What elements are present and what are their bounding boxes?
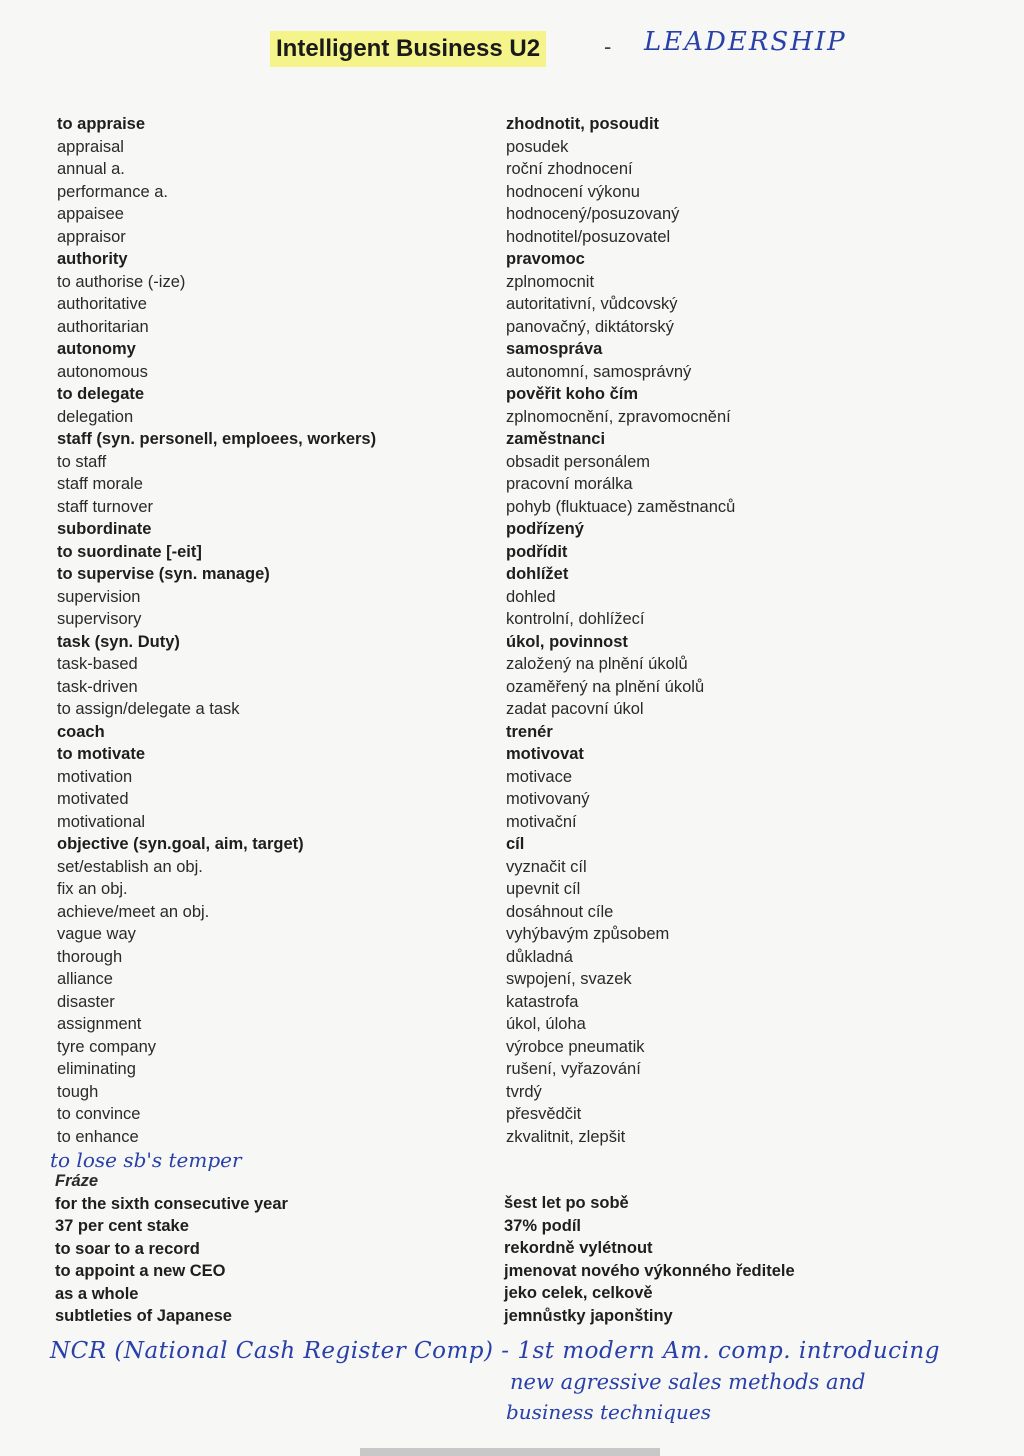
vocab-entry: motivovaný	[506, 790, 590, 808]
vocab-entry: staff (syn. personell, emploees, workers)	[57, 430, 377, 448]
vocab-entry: subtleties of Japanese	[55, 1307, 232, 1325]
vocab-entry: kontrolní, dohlížecí	[506, 610, 645, 628]
vocab-entry: appaisee	[57, 205, 124, 223]
vocab-entry: vague way	[57, 925, 136, 943]
vocab-entry: to staff	[57, 452, 107, 471]
vocab-entry: ozaměřený na plnění úkolů	[506, 677, 705, 696]
vocab-entry: staff morale	[57, 475, 143, 493]
vocab-entry: thorough	[57, 947, 123, 966]
vocab-entry: appraisor	[57, 227, 126, 246]
vocab-entry: cíl	[506, 835, 525, 853]
phrases-english	[55, 1170, 485, 1328]
handwritten-ncr-line-3: business techniques	[506, 1400, 711, 1424]
vocab-entry: authoritarian	[57, 317, 149, 336]
vocab-entry: zhodnotit, posoudit	[506, 115, 660, 133]
vocab-entry: pověřit koho čím	[506, 385, 639, 403]
vocab-entry: samospráva	[506, 340, 603, 358]
vocab-entry: swpojení, svazek	[506, 970, 632, 988]
vocab-entry: hodnotitel/posuzovatel	[506, 227, 671, 246]
vocab-entry: zplnomocnit	[506, 272, 595, 291]
vocab-entry: authority	[57, 250, 128, 268]
vocab-entry: for the sixth consecutive year	[55, 1194, 288, 1213]
vocab-entry: staff turnover	[57, 497, 153, 516]
title-dash: -	[604, 34, 612, 59]
vocab-entry: motivační	[506, 812, 577, 831]
title-wrap	[270, 31, 546, 67]
vocab-entry: eliminating	[57, 1060, 136, 1078]
vocab-entry: hodnocený/posuzovaný	[506, 205, 680, 223]
vocab-entry: dohlížet	[506, 565, 569, 583]
page-title: Intelligent Business U2	[270, 31, 546, 67]
vocab-entry: autonomy	[57, 340, 136, 358]
vocab-entry: motivational	[57, 812, 146, 831]
vocab-entry: to assign/delegate a task	[57, 700, 240, 718]
vocab-entry: subordinate	[57, 520, 152, 538]
vocab-entry: 37 per cent stake	[55, 1217, 189, 1235]
phrases-heading: Fráze	[55, 1172, 99, 1190]
vocab-entry: appraisal	[57, 137, 124, 156]
phrases-english-list	[55, 1193, 485, 1328]
vocab-entry: achieve/meet an obj.	[57, 902, 210, 921]
handwritten-topic: LEADERSHIP	[644, 27, 847, 57]
vocab-entry: podřídit	[506, 542, 568, 561]
vocab-entry: annual a.	[57, 160, 125, 178]
handwritten-ncr-line-1: NCR (National Cash Register Comp) - 1st modern Am. comp. introducing	[50, 1338, 940, 1364]
vocab-entry: zadat pacovní úkol	[506, 700, 644, 718]
handwritten-note-temper: to lose sb's temper	[50, 1148, 242, 1172]
vocab-entry: objective (syn.goal, aim, target)	[57, 835, 304, 853]
vocab-entry: autoritativní, vůdcovský	[506, 295, 678, 313]
vocab-entry: roční zhodnocení	[506, 160, 633, 178]
vocab-entry: katastrofa	[506, 992, 579, 1011]
vocab-entry: to enhance	[57, 1127, 139, 1146]
vocab-entry: to supervise (syn. manage)	[57, 565, 270, 583]
vocab-entry: tough	[57, 1082, 99, 1101]
vocab-entry: as a whole	[55, 1284, 139, 1303]
vocab-entry: tvrdý	[506, 1082, 542, 1101]
vocab-entry: dohled	[506, 587, 556, 606]
vocab-entry: rušení, vyřazování	[506, 1060, 641, 1078]
vocab-entry: 37% podíl	[504, 1216, 582, 1235]
vocab-entry: podřízený	[506, 520, 584, 538]
vocab-entry: to authorise (-ize)	[57, 272, 186, 291]
vocab-entry: pracovní morálka	[506, 475, 633, 493]
vocab-entry: motivovat	[506, 745, 584, 763]
scan-edge-artifact	[360, 1448, 660, 1456]
vocab-entry: set/establish an obj.	[57, 857, 203, 876]
vocab-entry: pohyb (fluktuace) zaměstnanců	[506, 497, 736, 516]
vocab-entry: autonomní, samosprávný	[506, 362, 692, 381]
vocab-entry: to soar to a record	[55, 1239, 200, 1258]
vocab-entry: motivace	[506, 767, 573, 786]
vocab-entry: obsadit personálem	[506, 452, 651, 471]
vocab-entry: task-driven	[57, 677, 138, 696]
vocab-entry: jemnůstky japonštiny	[504, 1306, 673, 1325]
czech-vocab-column	[506, 113, 986, 1148]
vocab-entry: úkol, úloha	[506, 1015, 586, 1033]
vocab-entry: assignment	[57, 1015, 142, 1033]
vocab-entry: založený na plnění úkolů	[506, 655, 688, 673]
vocab-entry: vyznačit cíl	[506, 857, 587, 876]
vocab-entry: zkvalitnit, zlepšit	[506, 1127, 626, 1146]
vocab-entry: pravomoc	[506, 250, 585, 268]
vocab-entry: trenér	[506, 722, 553, 741]
vocab-entry: tyre company	[57, 1037, 157, 1056]
vocab-entry: motivated	[57, 790, 129, 808]
handwritten-ncr-line-2: new agressive sales methods and	[510, 1370, 866, 1394]
english-vocab-column	[57, 113, 487, 1148]
vocab-entry: přesvědčit	[506, 1105, 582, 1123]
vocab-entry: výrobce pneumatik	[506, 1037, 645, 1056]
phrases-czech	[504, 1192, 984, 1327]
vocab-entry: authoritative	[57, 295, 147, 313]
vocab-entry: dosáhnout cíle	[506, 902, 614, 921]
vocab-entry: to suordinate [-eit]	[57, 542, 202, 561]
vocab-entry: posudek	[506, 137, 569, 156]
vocab-entry: task-based	[57, 655, 138, 673]
vocab-entry: fix an obj.	[57, 880, 128, 898]
vocab-entry: upevnit cíl	[506, 880, 581, 898]
vocab-entry: jeko celek, celkově	[504, 1284, 653, 1302]
vocab-entry: to appoint a new CEO	[55, 1262, 226, 1280]
vocab-entry: vyhýbavým způsobem	[506, 925, 670, 943]
vocab-entry: úkol, povinnost	[506, 632, 628, 651]
vocab-entry: supervision	[57, 587, 141, 606]
vocab-entry: šest let po sobě	[504, 1194, 629, 1212]
vocab-entry: supervisory	[57, 610, 142, 628]
vocab-entry: motivation	[57, 767, 133, 786]
vocab-entry: to appraise	[57, 115, 146, 133]
vocab-entry: důkladná	[506, 947, 573, 966]
vocab-entry: to motivate	[57, 745, 146, 763]
vocab-entry: panovačný, diktátorský	[506, 317, 674, 336]
vocab-entry: rekordně vylétnout	[504, 1239, 653, 1257]
vocab-entry: delegation	[57, 407, 134, 426]
vocab-entry: coach	[57, 722, 105, 741]
vocab-entry: autonomous	[57, 362, 148, 381]
vocab-entry: task (syn. Duty)	[57, 632, 180, 651]
vocab-entry: to delegate	[57, 385, 145, 403]
vocab-entry: zaměstnanci	[506, 430, 606, 448]
vocab-entry: disaster	[57, 992, 115, 1011]
vocab-entry: performance a.	[57, 182, 168, 201]
vocab-entry: zplnomocnění, zpravomocnění	[506, 407, 731, 426]
vocab-entry: jmenovat nového výkonného ředitele	[504, 1261, 795, 1280]
vocab-entry: hodnocení výkonu	[506, 182, 640, 201]
vocab-entry: alliance	[57, 970, 113, 988]
vocab-entry: to convince	[57, 1105, 141, 1123]
